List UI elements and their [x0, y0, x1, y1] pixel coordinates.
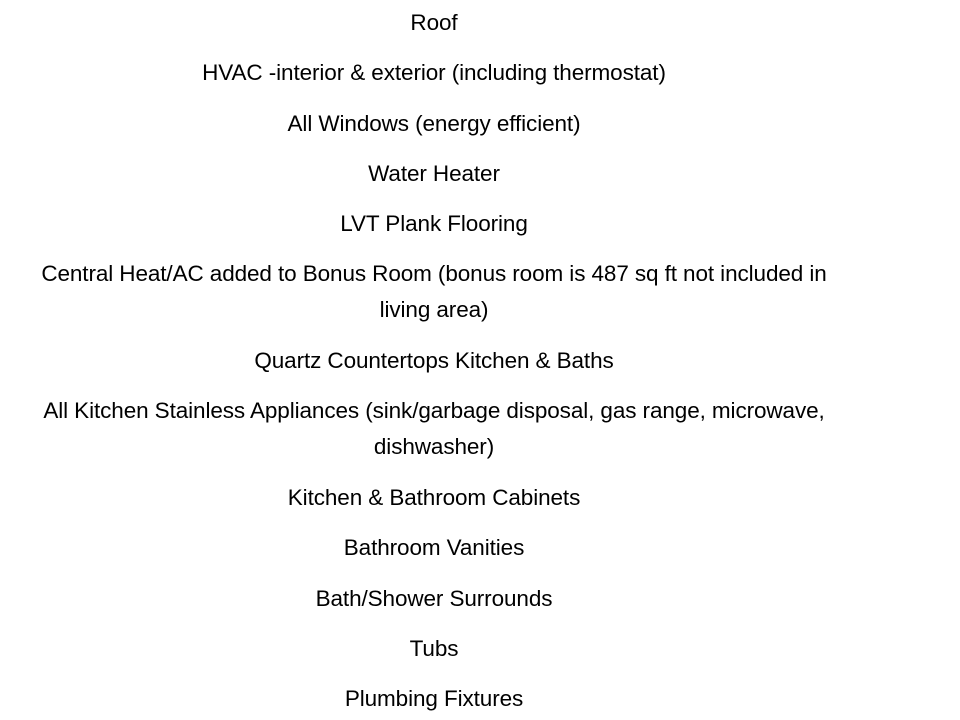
list-item-cabinets: Kitchen & Bathroom Cabinets	[287, 485, 581, 510]
list-item-flooring: LVT Plank Flooring	[340, 211, 528, 236]
list-item-central-heat-ac	[0, 256, 868, 328]
list-item-central-heat-ac-line1: Central Heat/AC added to Bonus Room (bonus room is 487 sq ft not included in	[41, 261, 827, 286]
list-item-appliances-line1: All Kitchen Stainless Appliances (sink/garbage disposal, gas range, microwave,	[43, 398, 825, 423]
list-item-roof: Roof	[410, 10, 458, 35]
list-item-windows: All Windows (energy efficient)	[287, 111, 581, 136]
list-item-vanities: Bathroom Vanities	[343, 535, 525, 560]
list-item-hvac: HVAC -interior & exterior (including thermostat)	[202, 60, 666, 85]
list-item-countertops: Quartz Countertops Kitchen & Baths	[254, 348, 614, 373]
list-item-central-heat-ac-line2: living area)	[379, 297, 489, 322]
list-item-plumbing-fixtures: Plumbing Fixtures	[344, 686, 524, 711]
list-item-water-heater: Water Heater	[368, 161, 500, 186]
list-item-appliances	[0, 393, 868, 465]
list-item-surrounds: Bath/Shower Surrounds	[315, 586, 553, 611]
list-item-tubs: Tubs	[409, 636, 459, 661]
list-item-appliances-line2: dishwasher)	[373, 434, 495, 459]
